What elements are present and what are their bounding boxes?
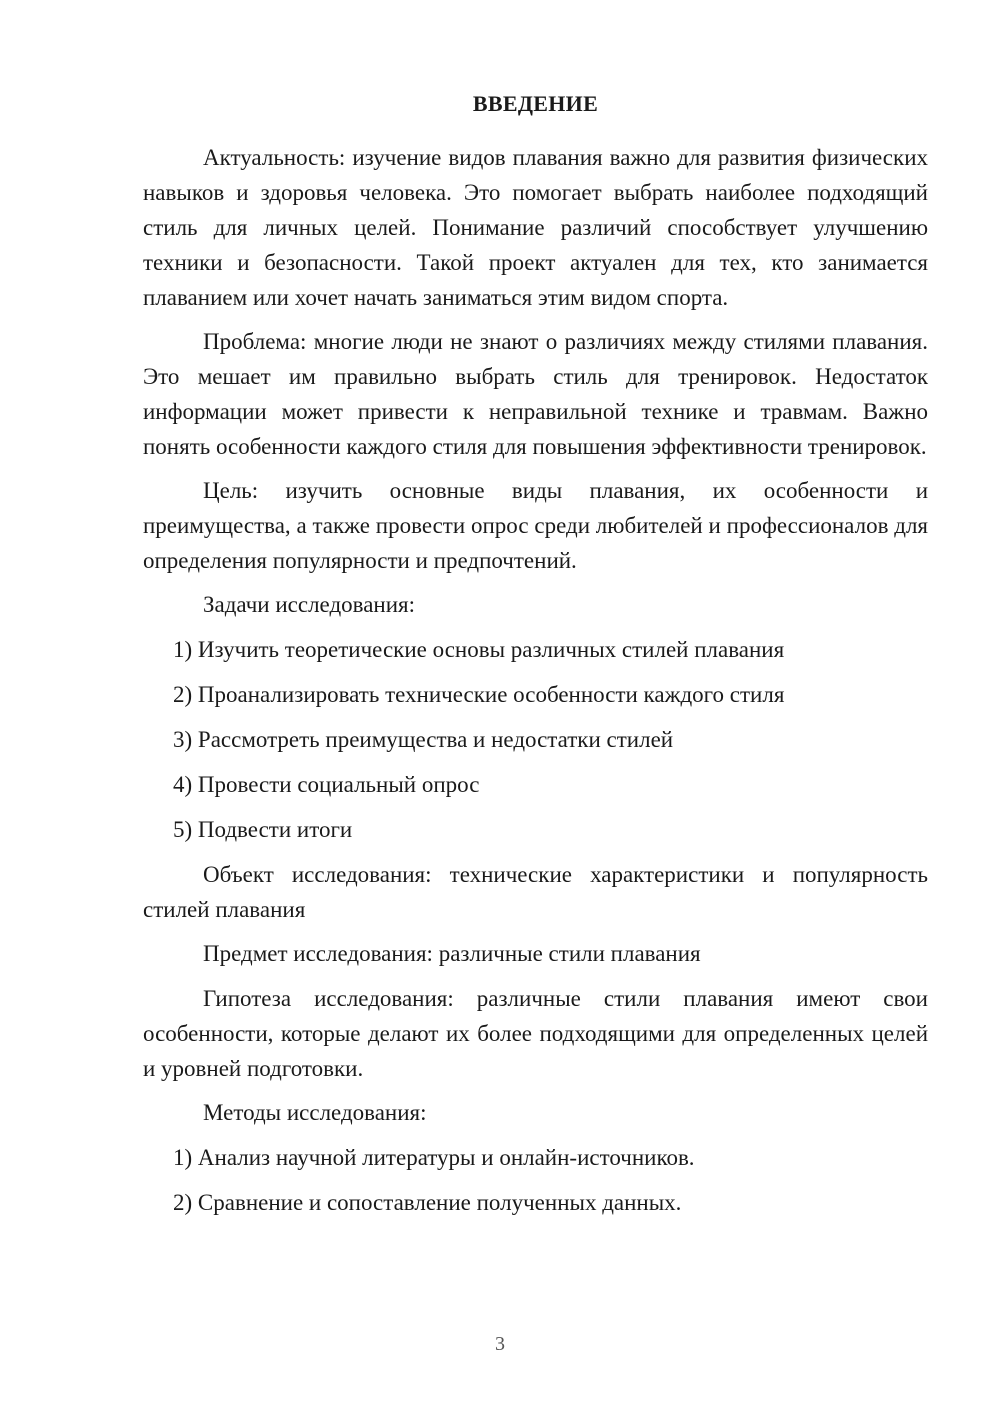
list-item: 3) Рассмотреть преимущества и недостатки стилей xyxy=(173,727,674,752)
actuality-paragraph: Актуальность: изучение видов плавания важно для развития физических навыков и здоровья человека. Это помогает выбрать наиболее подходящий стиль для личных целей. Понимание различий способствует улучшению техники и безопасности. Такой проект актуален для тех, кто занимается плаванием или хочет начать заниматься этим видом спорта. xyxy=(143,145,928,310)
list-item: 1) Анализ научной литературы и онлайн-источников. xyxy=(173,1145,695,1170)
page-number: 3 xyxy=(495,1333,505,1355)
section-title: ВВЕДЕНИЕ xyxy=(472,91,599,116)
list-item: 4) Провести социальный опрос xyxy=(173,772,480,797)
tasks-heading: Задачи исследования: xyxy=(203,592,416,617)
hypothesis-paragraph: Гипотеза исследования: различные стили плавания имеют свои особенности, которые делают их более подходящими для определенных целей и уровней подготовки. xyxy=(143,986,928,1081)
list-item: 5) Подвести итоги xyxy=(173,817,353,842)
tasks-list xyxy=(143,632,928,847)
list-item: 1) Изучить теоретические основы различных стилей плавания xyxy=(173,637,785,662)
object-paragraph: Объект исследования: технические характеристики и популярность стилей плавания xyxy=(143,862,928,922)
methods-heading: Методы исследования: xyxy=(203,1100,427,1125)
goal-paragraph: Цель: изучить основные виды плавания, их особенности и преимущества, а также провести опрос среди любителей и профессионалов для определения популярности и предпочтений. xyxy=(143,478,928,573)
list-item: 2) Проанализировать технические особенности каждого стиля xyxy=(173,682,785,707)
methods-list xyxy=(143,1140,928,1220)
subject-paragraph: Предмет исследования: различные стили плавания xyxy=(203,941,701,966)
document-page xyxy=(143,90,928,1230)
problem-paragraph: Проблема: многие люди не знают о различиях между стилями плавания. Это мешает им правильно выбрать стиль для тренировок. Недостаток информации может привести к неправильной технике и травмам. Важно понять особенности каждого стиля для повышения эффективности тренировок. xyxy=(143,329,928,459)
list-item: 2) Сравнение и сопоставление полученных данных. xyxy=(173,1190,682,1215)
